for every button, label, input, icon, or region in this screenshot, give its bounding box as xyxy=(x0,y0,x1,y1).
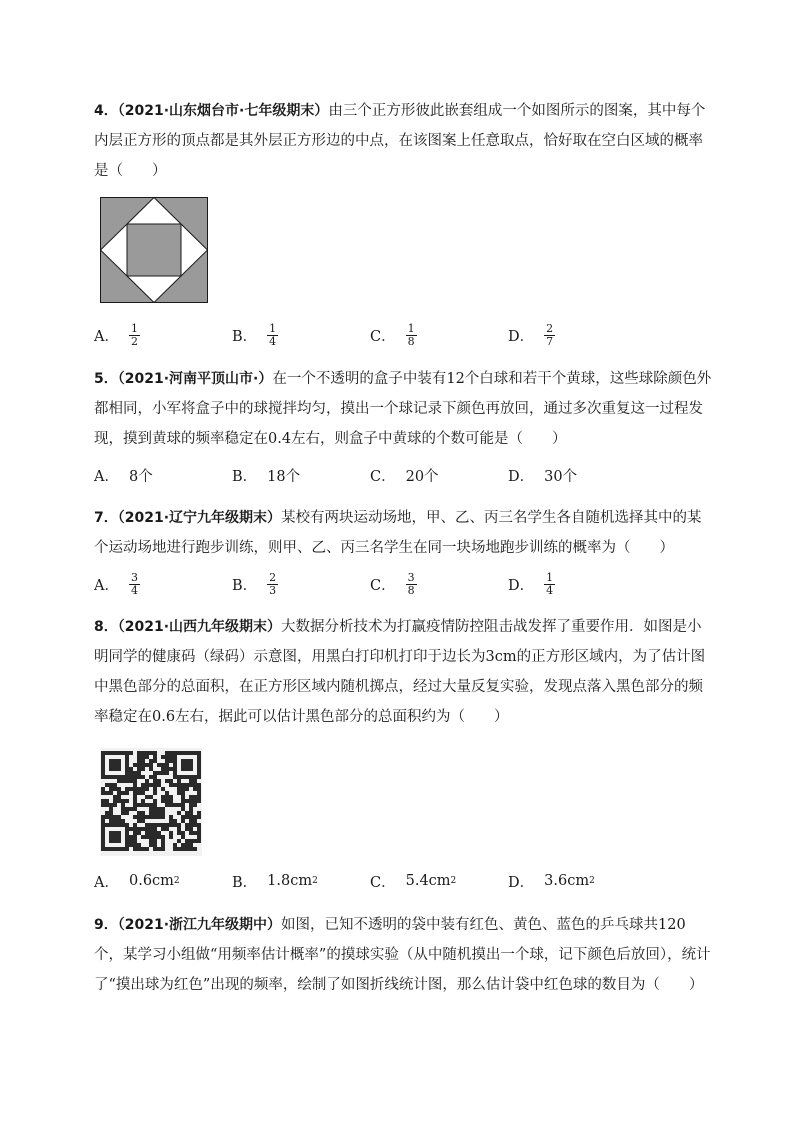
option-d[interactable]: D． $\frac{1}{4}$ xyxy=(508,570,554,597)
option-c[interactable]: C． 5.4cm 2 xyxy=(370,873,457,891)
fraction: $\frac{1}{4}$ xyxy=(269,321,277,348)
fraction: $\frac{1}{8}$ xyxy=(407,321,415,348)
option-c[interactable]: C． $\frac{1}{8}$ xyxy=(370,321,415,348)
question-text: 在一个不透明的盒子中装有12个白球和若干个黄球，这些球除颜色外都相同，小军将盒子中的球搅拌均匀，摸出一个球记录下颜色再放回，通过多次重复这一过程发现，摸到黄球的频率稳定在0.4左右，则盒子中黄球的个数可能是（ ） xyxy=(94,371,712,447)
question-number: 5 xyxy=(94,371,104,387)
option-a[interactable]: A． 0.6cm 2 xyxy=(94,873,180,891)
question-source: （2021·山东烟台市·七年级期末） xyxy=(117,103,329,119)
option-a[interactable]: A． 8个 xyxy=(94,468,153,485)
options-q8 xyxy=(94,864,714,898)
question-7: 7．（2021·辽宁九年级期末）某校有两块运动场地，甲、乙、丙三名学生各自随机选择其中的某个运动场地进行跑步训练，则甲、乙、丙三名学生在同一块场地跑步训练的概率为（ ） xyxy=(94,510,702,556)
options-q4 xyxy=(94,318,714,352)
option-d[interactable]: D． 30个 xyxy=(508,468,578,485)
question-number: 9 xyxy=(94,917,104,933)
question-9: 9．（2021·浙江九年级期中）如图，已知不透明的袋中装有红色、黄色、蓝色的乒乓球共120个，某学习小组做“用频率估计概率”的摸球实验（从中随机摸出一个球，记下颜色后放回），统计了“摸出球为红色”出现的频率，绘制了如图折线统计图，那么估计袋中红色球的数目为（ ） xyxy=(94,917,711,993)
option-a[interactable]: A． $\frac{3}{4}$ xyxy=(94,570,138,597)
option-b[interactable]: B． $\frac{2}{3}$ xyxy=(232,570,277,597)
options-q7 xyxy=(94,567,714,601)
fraction: $\frac{2}{7}$ xyxy=(546,321,554,348)
question-source: （2021·山西九年级期末） xyxy=(117,619,282,635)
question-text: 由三个正方形彼此嵌套组成一个如图所示的图案，其中每个内层正方形的顶点都是其外层正方形边的中点，在该图案上任意取点，恰好取在空白区域的概率是（ ） xyxy=(94,103,706,179)
option-b[interactable]: B． $\frac{1}{4}$ xyxy=(232,321,277,348)
question-5: 5．（2021·河南平顶山市·）在一个不透明的盒子中装有12个白球和若干个黄球，这些球除颜色外都相同，小军将盒子中的球搅拌均匀，摸出一个球记录下颜色再放回，通过多次重复这一过程发现，摸到黄球的频率稳定在0.4左右，则盒子中黄球的个数可能是（ ） xyxy=(94,371,712,447)
qr-code-figure xyxy=(100,748,202,856)
question-text: 某校有两块运动场地，甲、乙、丙三名学生各自随机选择其中的某个运动场地进行跑步训练，则甲、乙、丙三名学生在同一块场地跑步训练的概率为（ ） xyxy=(94,510,702,556)
fraction: $\frac{3}{4}$ xyxy=(130,570,138,597)
fraction: $\frac{2}{3}$ xyxy=(269,570,277,597)
question-8: 8．（2021·山西九年级期末）大数据分析技术为打赢疫情防控阻击战发挥了重要作用．如图是小明同学的健康码（绿码）示意图，用黑白打印机打印于边长为3cm的正方形区域内，为了估计图中黑色部分的总面积，在正方形区域内随机掷点，经过大量反复实验，发现点落入黑色部分的频率稳定在0.6左右，据此可以估计黑色部分的总面积约为（ ） xyxy=(94,619,706,725)
question-source: （2021·河南平顶山市·） xyxy=(117,371,273,387)
question-number: 8 xyxy=(94,619,104,635)
nested-squares-figure xyxy=(100,197,208,303)
option-c[interactable]: C． $\frac{3}{8}$ xyxy=(370,570,415,597)
question-text: 大数据分析技术为打赢疫情防控阻击战发挥了重要作用．如图是小明同学的健康码（绿码）示意图，用黑白打印机打印于边长为3cm的正方形区域内，为了估计图中黑色部分的总面积，在正方形区域内随机掷点，经过大量反复实验，发现点落入黑色部分的频率稳定在0.6左右，据此可以估计黑色部分的总面积约为（ ） xyxy=(94,619,706,725)
option-c[interactable]: C． 20个 xyxy=(370,468,439,485)
option-a[interactable]: A． $\frac{1}{2}$ xyxy=(94,321,138,348)
option-d[interactable]: D． $\frac{2}{7}$ xyxy=(508,321,554,348)
option-d[interactable]: D． 3.6cm 2 xyxy=(508,873,595,891)
question-text: 如图，已知不透明的袋中装有红色、黄色、蓝色的乒乓球共120个，某学习小组做“用频率估计概率”的摸球实验（从中随机摸出一个球，记下颜色后放回），统计了“摸出球为红色”出现的频率，绘制了如图折线统计图，那么估计袋中红色球的数目为（ ） xyxy=(94,917,711,993)
question-number: 7 xyxy=(94,510,104,526)
question-source: （2021·辽宁九年级期末） xyxy=(117,510,282,526)
option-b[interactable]: B． 18个 xyxy=(232,468,301,485)
options-q5 xyxy=(94,458,714,492)
question-4: 4．（2021·山东烟台市·七年级期末）由三个正方形彼此嵌套组成一个如图所示的图案，其中每个内层正方形的顶点都是其外层正方形边的中点，在该图案上任意取点，恰好取在空白区域的概率是（ ） xyxy=(94,103,706,179)
option-b[interactable]: B． 1.8cm 2 xyxy=(232,873,318,891)
question-source: （2021·浙江九年级期中） xyxy=(117,917,282,933)
question-number: 4 xyxy=(94,103,104,119)
fraction: $\frac{1}{4}$ xyxy=(546,570,554,597)
fraction: $\frac{3}{8}$ xyxy=(407,570,415,597)
fraction: $\frac{1}{2}$ xyxy=(130,321,138,348)
